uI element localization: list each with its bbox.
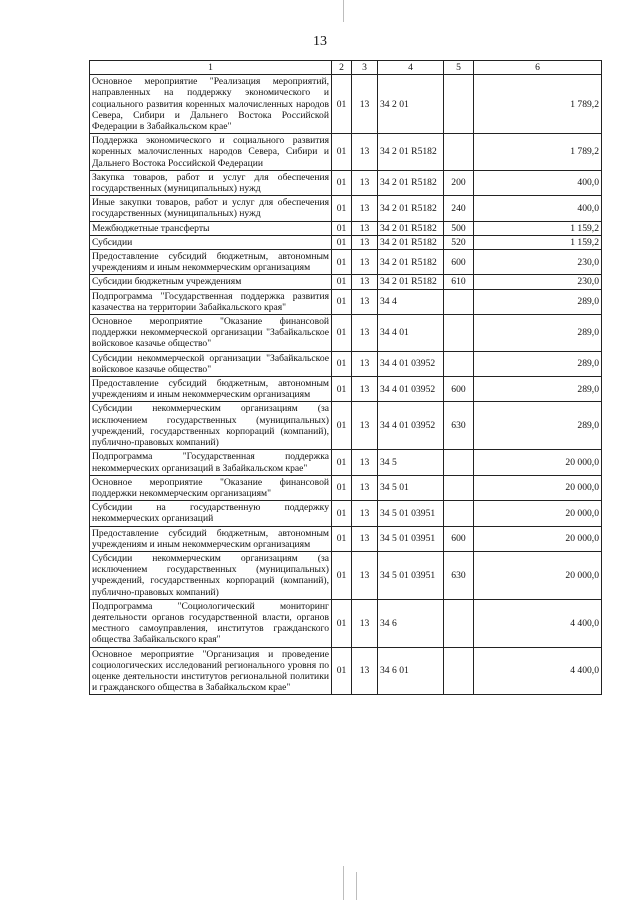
row-c4-cell: 34 6 <box>378 599 444 647</box>
row-name-cell: Подпрограмма "Государственная поддержка развития казачества на территории Забайкальского края" <box>90 289 332 314</box>
row-c6-cell: 20 000,0 <box>474 551 602 599</box>
table-row <box>90 235 602 249</box>
row-c4-cell: 34 2 01 R5182 <box>378 275 444 289</box>
row-c4-cell: 34 4 01 03952 <box>378 402 444 450</box>
row-c2-cell: 01 <box>332 501 352 526</box>
scan-mark <box>343 0 344 22</box>
row-c6-cell: 230,0 <box>474 275 602 289</box>
row-c4-cell: 34 5 01 03951 <box>378 551 444 599</box>
table-row <box>90 450 602 475</box>
row-c5-cell <box>444 450 474 475</box>
table-row <box>90 551 602 599</box>
row-name-cell: Основное мероприятие "Оказание финансовой поддержки некоммерческим организациям" <box>90 475 332 500</box>
row-c4-cell: 34 2 01 R5182 <box>378 250 444 275</box>
page-number: 13 <box>313 34 327 49</box>
row-name-cell: Основное мероприятие "Организация и проведение социологических исследований регионального уровня по оценке деятельности институтов региональной политики и гражданского общества в Забайкальском крае" <box>90 647 332 695</box>
row-c4-cell: 34 4 01 03952 <box>378 377 444 402</box>
row-c6-cell: 1 789,2 <box>474 75 602 134</box>
row-name-cell: Субсидии на государственную поддержку некоммерческих организаций <box>90 501 332 526</box>
table-row <box>90 134 602 171</box>
row-c6-cell: 1 159,2 <box>474 221 602 235</box>
row-c5-cell <box>444 351 474 376</box>
row-name-cell: Субсидии <box>90 235 332 249</box>
row-c2-cell: 01 <box>332 196 352 221</box>
header-cell: 1 <box>90 61 332 75</box>
row-c3-cell: 13 <box>352 501 378 526</box>
row-name-cell: Предоставление субсидий бюджетным, автономным учреждениям и иным некоммерческим организациям <box>90 250 332 275</box>
row-c6-cell: 20 000,0 <box>474 526 602 551</box>
row-c3-cell: 13 <box>352 402 378 450</box>
row-c6-cell: 20 000,0 <box>474 450 602 475</box>
row-c3-cell: 13 <box>352 235 378 249</box>
row-c5-cell: 240 <box>444 196 474 221</box>
table-row <box>90 501 602 526</box>
header-cell: 5 <box>444 61 474 75</box>
row-c2-cell: 01 <box>332 315 352 352</box>
row-c4-cell: 34 4 01 <box>378 315 444 352</box>
row-c6-cell: 289,0 <box>474 315 602 352</box>
row-c6-cell: 400,0 <box>474 170 602 195</box>
table-row <box>90 170 602 195</box>
row-c3-cell: 13 <box>352 351 378 376</box>
row-c3-cell: 13 <box>352 221 378 235</box>
table-row <box>90 647 602 695</box>
header-cell: 4 <box>378 61 444 75</box>
row-c3-cell: 13 <box>352 647 378 695</box>
row-c6-cell: 1 159,2 <box>474 235 602 249</box>
table-row <box>90 275 602 289</box>
row-name-cell: Основное мероприятие "Реализация мероприятий, направленных на поддержку экономического и социального развития коренных малочисленных народов Севера, Сибири и Дальнего Востока Российской Федерации в Забайкальском крае" <box>90 75 332 134</box>
header-cell: 2 <box>332 61 352 75</box>
row-c4-cell: 34 2 01 R5182 <box>378 170 444 195</box>
row-c5-cell: 600 <box>444 250 474 275</box>
row-c5-cell: 500 <box>444 221 474 235</box>
row-c2-cell: 01 <box>332 134 352 171</box>
row-c2-cell: 01 <box>332 599 352 647</box>
table-row <box>90 75 602 134</box>
row-c5-cell <box>444 289 474 314</box>
row-c5-cell: 200 <box>444 170 474 195</box>
table-row <box>90 221 602 235</box>
table-body <box>90 75 602 695</box>
row-c3-cell: 13 <box>352 475 378 500</box>
row-name-cell: Иные закупки товаров, работ и услуг для обеспечения государственных (муниципальных) нужд <box>90 196 332 221</box>
row-c2-cell: 01 <box>332 235 352 249</box>
row-c3-cell: 13 <box>352 275 378 289</box>
row-c5-cell <box>444 315 474 352</box>
table-row <box>90 377 602 402</box>
row-name-cell: Закупка товаров, работ и услуг для обеспечения государственных (муниципальных) нужд <box>90 170 332 195</box>
row-c2-cell: 01 <box>332 377 352 402</box>
row-c3-cell: 13 <box>352 551 378 599</box>
scan-mark <box>356 872 357 900</box>
row-c3-cell: 13 <box>352 526 378 551</box>
table-row <box>90 289 602 314</box>
row-name-cell: Субсидии некоммерческим организациям (за исключением государственных (муниципальных) учреждений, государственных корпораций (компаний), публично-правовых компаний) <box>90 551 332 599</box>
row-c5-cell: 600 <box>444 377 474 402</box>
row-c2-cell: 01 <box>332 289 352 314</box>
row-c2-cell: 01 <box>332 551 352 599</box>
table-header-row <box>90 61 602 75</box>
row-c5-cell <box>444 134 474 171</box>
row-c3-cell: 13 <box>352 315 378 352</box>
row-c2-cell: 01 <box>332 526 352 551</box>
row-c3-cell: 13 <box>352 377 378 402</box>
budget-table <box>89 60 602 695</box>
row-c3-cell: 13 <box>352 134 378 171</box>
row-c4-cell: 34 2 01 R5182 <box>378 235 444 249</box>
row-c4-cell: 34 5 01 03951 <box>378 526 444 551</box>
row-c4-cell: 34 2 01 R5182 <box>378 134 444 171</box>
row-c2-cell: 01 <box>332 275 352 289</box>
header-cell: 3 <box>352 61 378 75</box>
row-c3-cell: 13 <box>352 450 378 475</box>
table-row <box>90 526 602 551</box>
row-name-cell: Основное мероприятие "Оказание финансовой поддержки некоммерческой организации "Забайкальское войсковое казачье общество" <box>90 315 332 352</box>
row-c3-cell: 13 <box>352 289 378 314</box>
row-c5-cell: 520 <box>444 235 474 249</box>
row-c6-cell: 4 400,0 <box>474 599 602 647</box>
row-name-cell: Межбюджетные трансферты <box>90 221 332 235</box>
row-c6-cell: 289,0 <box>474 351 602 376</box>
table-row <box>90 196 602 221</box>
row-c6-cell: 289,0 <box>474 377 602 402</box>
row-c6-cell: 400,0 <box>474 196 602 221</box>
row-c6-cell: 289,0 <box>474 289 602 314</box>
table-row <box>90 402 602 450</box>
row-c5-cell: 630 <box>444 551 474 599</box>
table-row <box>90 599 602 647</box>
row-c4-cell: 34 5 01 <box>378 475 444 500</box>
row-c4-cell: 34 4 <box>378 289 444 314</box>
row-c4-cell: 34 2 01 <box>378 75 444 134</box>
row-name-cell: Предоставление субсидий бюджетным, автономным учреждениям и иным некоммерческим организациям <box>90 526 332 551</box>
row-c5-cell: 630 <box>444 402 474 450</box>
row-c2-cell: 01 <box>332 170 352 195</box>
row-c2-cell: 01 <box>332 351 352 376</box>
row-c6-cell: 289,0 <box>474 402 602 450</box>
row-c2-cell: 01 <box>332 75 352 134</box>
row-c3-cell: 13 <box>352 75 378 134</box>
table-row <box>90 475 602 500</box>
row-c3-cell: 13 <box>352 250 378 275</box>
row-name-cell: Подпрограмма "Государственная поддержка некоммерческих организаций в Забайкальском крае" <box>90 450 332 475</box>
row-c2-cell: 01 <box>332 450 352 475</box>
table-row <box>90 315 602 352</box>
row-c2-cell: 01 <box>332 475 352 500</box>
row-name-cell: Предоставление субсидий бюджетным, автономным учреждениям и иным некоммерческим организациям <box>90 377 332 402</box>
row-c6-cell: 1 789,2 <box>474 134 602 171</box>
row-c5-cell <box>444 599 474 647</box>
row-c4-cell: 34 5 <box>378 450 444 475</box>
row-c2-cell: 01 <box>332 250 352 275</box>
row-c4-cell: 34 2 01 R5182 <box>378 221 444 235</box>
row-c4-cell: 34 4 01 03952 <box>378 351 444 376</box>
row-c3-cell: 13 <box>352 196 378 221</box>
row-c5-cell <box>444 501 474 526</box>
row-c5-cell: 600 <box>444 526 474 551</box>
header-cell: 6 <box>474 61 602 75</box>
row-c2-cell: 01 <box>332 647 352 695</box>
row-c6-cell: 230,0 <box>474 250 602 275</box>
row-c5-cell <box>444 647 474 695</box>
row-c3-cell: 13 <box>352 599 378 647</box>
row-c2-cell: 01 <box>332 221 352 235</box>
row-c3-cell: 13 <box>352 170 378 195</box>
row-name-cell: Подпрограмма "Социологический мониторинг деятельности органов государственной власти, органов местного самоуправления, институтов гражданского общества Забайкальского края" <box>90 599 332 647</box>
table-row <box>90 250 602 275</box>
row-c4-cell: 34 2 01 R5182 <box>378 196 444 221</box>
row-name-cell: Субсидии некоммерческой организации "Забайкальское войсковое казачье общество" <box>90 351 332 376</box>
row-c5-cell <box>444 475 474 500</box>
row-name-cell: Субсидии бюджетным учреждениям <box>90 275 332 289</box>
row-c6-cell: 20 000,0 <box>474 501 602 526</box>
row-c4-cell: 34 6 01 <box>378 647 444 695</box>
row-name-cell: Поддержка экономического и социального развития коренных малочисленных народов Севера, Сибири и Дальнего Востока Российской Федерации <box>90 134 332 171</box>
row-c5-cell: 610 <box>444 275 474 289</box>
row-name-cell: Субсидии некоммерческим организациям (за исключением государственных (муниципальных) учреждений, государственных корпораций (компаний), публично-правовых компаний) <box>90 402 332 450</box>
table-row <box>90 351 602 376</box>
row-c2-cell: 01 <box>332 402 352 450</box>
row-c5-cell <box>444 75 474 134</box>
row-c4-cell: 34 5 01 03951 <box>378 501 444 526</box>
row-c6-cell: 4 400,0 <box>474 647 602 695</box>
row-c6-cell: 20 000,0 <box>474 475 602 500</box>
scan-mark <box>343 866 344 900</box>
